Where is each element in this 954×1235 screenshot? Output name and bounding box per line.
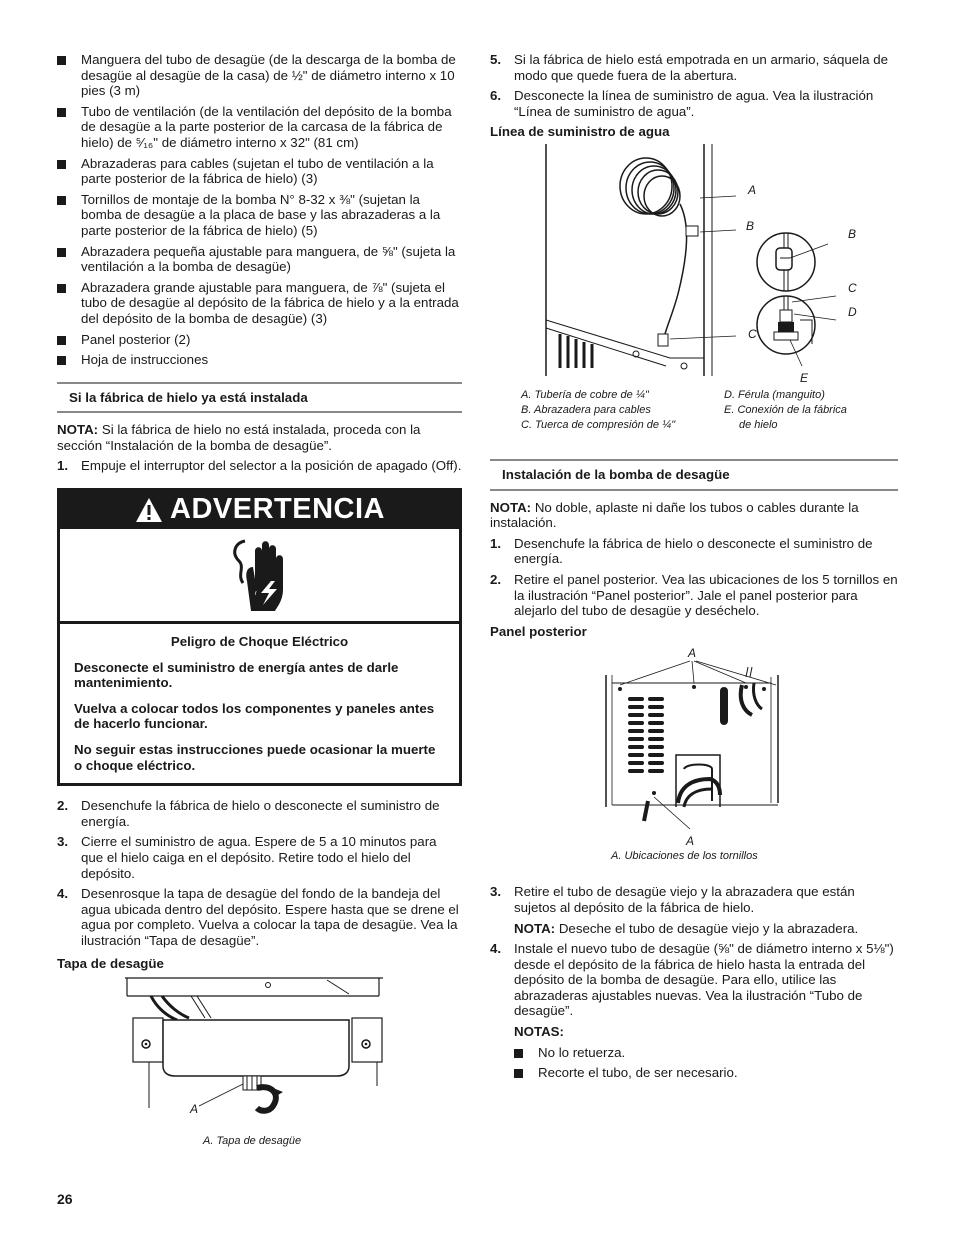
page-number: 26 (57, 1191, 73, 1207)
step-number: 4. (490, 941, 502, 957)
water-captions (490, 388, 898, 438)
figure-caption: A. Ubicaciones de los tornillos (611, 850, 758, 863)
figure-caption: A. Tapa de desagüe (203, 1135, 302, 1148)
water-label-c2: C (848, 280, 857, 295)
caption-line: D. Férula (manguito) (724, 388, 825, 401)
figure-title-water-line: Línea de suministro de agua (490, 124, 670, 140)
note-text: No doble, aplaste ni dañe los tubos o cables durante la instalación. (490, 499, 859, 531)
notes-label: NOTAS: (514, 1024, 564, 1040)
warning-line: Desconecte el suministro de energía antes de darle mantenimiento. (74, 659, 399, 691)
drain-cap-illustration (57, 976, 462, 1126)
step-6 (490, 88, 898, 119)
water-label-e: E (800, 370, 809, 384)
note-label: NOTA: (57, 422, 99, 438)
note (57, 422, 462, 453)
step-text: Desenrosque la tapa de desagüe del fondo de la bandeja del agua ubicada dentro del depósito. Espere hasta que se drene el agua por completo. Vuelva a colocar la tapa de desagüe. Vea la ilustración “Tapa de desagüe”. (81, 886, 459, 948)
warning-box (57, 488, 462, 786)
warning-triangle-icon (134, 496, 164, 524)
water-label-c: C (748, 326, 757, 341)
step-2 (57, 798, 462, 829)
list-item: Tubo de ventilación (de la ventilación del depósito de la bomba de desagüe a la parte posterior de la carcasa de la fábrica de hielo) de ⁵⁄₁₆" de diámetro interno x 32" (81 cm) (57, 104, 462, 151)
step-number: 2. (490, 571, 502, 587)
step-2 (490, 572, 898, 619)
step-number: 3. (57, 834, 69, 850)
step-5 (490, 52, 898, 83)
warning-title: ADVERTENCIA (170, 493, 385, 526)
step-number: 5. (490, 52, 502, 67)
step-text: Retire el panel posterior. Vea las ubicaciones de los 5 tornillos en la ilustración “Panel posterior”. Jale el panel posterior para alejarlo del tubo de desagüe y deséchelo. (514, 571, 898, 619)
step-text: Desenchufe la fábrica de hielo o desconecte el suministro de energía. (514, 535, 873, 567)
list-item: Recorte el tubo, de ser necesario. (514, 1065, 898, 1081)
caption-line: E. Conexión de la fábrica (724, 403, 847, 416)
warning-text (60, 624, 459, 783)
list-item: Abrazaderas para cables (sujetan el tubo de ventilación a la parte posterior de la fábrica de hielo) (3) (57, 156, 462, 187)
warning-heading: Peligro de Choque Eléctrico (170, 634, 349, 650)
panel-label-bottom: A (686, 834, 695, 849)
drain-label-a: A (190, 1102, 199, 1117)
note (490, 500, 898, 531)
step-text: Empuje el interruptor del selector a la posición de apagado (Off). (81, 458, 462, 474)
step-number: 6. (490, 88, 502, 104)
notes-list (490, 1045, 898, 1081)
step-text: Instale el nuevo tubo de desagüe (⅝" de diámetro interno x 5⅛") desde el depósito de la fábrica de hielo hasta la entrada del depósito de la bomba de desagüe. Para ello, utilice las abrazaderas ajustables nuevas. Vea la ilustración “Tubo de desagüe”. (514, 941, 894, 1019)
caption-line: A. Tubería de cobre de ¼" (521, 388, 649, 401)
list-item: Abrazadera pequeña ajustable para manguera, de ⅝" (sujeta la ventilación a la bomba de desagüe) (57, 244, 462, 275)
step-text: Desconecte la línea de suministro de agua. Vea la ilustración “Línea de suministro de agua”. (514, 88, 874, 119)
step-number: 1. (490, 535, 502, 551)
step-1 (57, 458, 462, 474)
step-4 (57, 886, 462, 948)
rear-panel-illustration (490, 645, 898, 849)
figure-title-drain-cap: Tapa de desagüe (57, 955, 164, 971)
list-item: Panel posterior (2) (57, 332, 462, 348)
water-label-a: A (748, 182, 757, 197)
step-1 (490, 536, 898, 567)
note-label: NOTA: (490, 499, 532, 515)
step-text: Desenchufe la fábrica de hielo o desconecte el suministro de energía. (81, 798, 440, 829)
figure-title-rear-panel: Panel posterior (490, 623, 587, 639)
note-text: Si la fábrica de hielo no está instalada, proceda con la sección “Instalación de la bomba de desagüe”. (57, 422, 421, 453)
right-column (490, 52, 898, 1086)
section-heading-pump: Instalación de la bomba de desagüe (490, 459, 898, 491)
step-number: 4. (57, 886, 69, 902)
left-column (57, 52, 462, 1149)
list-item: Tornillos de montaje de la bomba N° 8-32 x ⅜" (sujetan la bomba de desagüe a la placa de base y las abrazaderas a la parte posterior de la fábrica de hielo) (5) (57, 192, 462, 239)
caption-line: B. Abrazadera para cables (521, 403, 651, 416)
svg-text:r: r (254, 591, 257, 598)
water-label-b2: B (848, 226, 857, 241)
step-4 (490, 941, 898, 1019)
warning-header (60, 491, 459, 529)
step-number: 1. (57, 458, 69, 474)
section-heading-installed: Si la fábrica de hielo ya está instalada (57, 382, 462, 414)
list-item: No lo retuerza. (514, 1045, 898, 1061)
step-3-note (490, 921, 898, 937)
water-label-d: D (848, 304, 857, 319)
step-number: 3. (490, 884, 502, 900)
parts-list (57, 52, 462, 368)
step-3 (490, 884, 898, 915)
caption-right (724, 388, 847, 433)
step-text: Cierre el suministro de agua. Espere de 5 a 10 minutos para que el hielo caiga en el depósito. Retire todo el hielo del depósito. (81, 834, 437, 881)
caption-left (521, 388, 675, 433)
list-item: Abrazadera grande ajustable para manguera, de ⅞" (sujeta el tubo de desagüe al depósito de la fábrica de hielo y a la entrada del depósito de la bomba de desagüe) (3) (57, 280, 462, 327)
note-label: NOTA: (514, 920, 556, 936)
warning-line: Vuelva a colocar todos los componentes y paneles antes de hacerlo funcionar. (74, 700, 435, 732)
water-label-b: B (746, 218, 755, 233)
water-supply-line-illustration (490, 144, 898, 384)
caption-line: C. Tuerca de compresión de ¼" (521, 418, 676, 431)
step-number: 2. (57, 798, 69, 814)
caption-line: de hielo (739, 418, 778, 431)
panel-label-top: A (688, 646, 697, 661)
note-text: Deseche el tubo de desagüe viejo y la abrazadera. (558, 920, 859, 936)
step-3 (57, 834, 462, 881)
electric-shock-hand-icon (60, 529, 459, 624)
list-item: Hoja de instrucciones (57, 352, 462, 368)
list-item: Manguera del tubo de desagüe (de la descarga de la bomba de desagüe al desagüe de la casa) de ½" de diámetro interno x 10 pies (3 m) (57, 52, 462, 99)
warning-line: No seguir estas instrucciones puede ocasionar la muerte o choque eléctrico. (74, 742, 436, 773)
step-text: Retire el tubo de desagüe viejo y la abrazadera que están sujetos al depósito de la fábrica de hielo. (514, 884, 855, 915)
step-text: Si la fábrica de hielo está empotrada en un armario, sáquela de modo que quede fuera de la abertura. (514, 52, 889, 83)
